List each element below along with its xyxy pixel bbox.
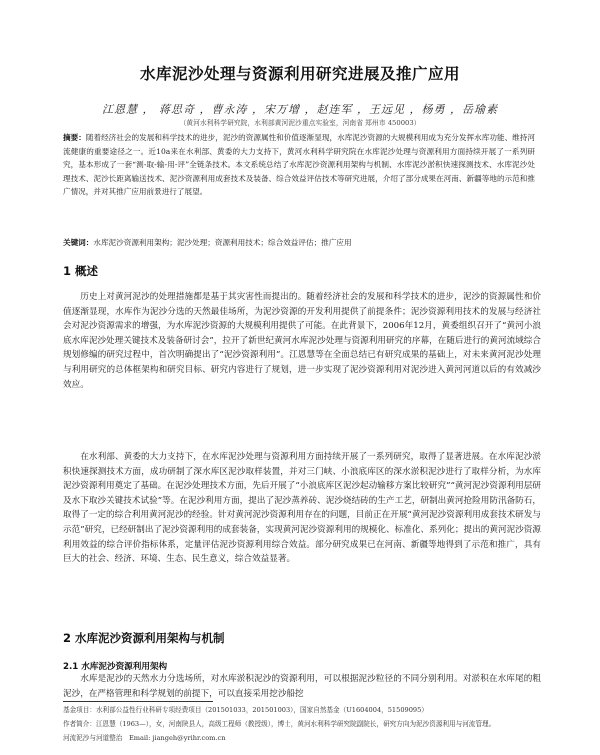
footnote-email: Email: jiangeh@yrihr.com.cn <box>128 734 226 742</box>
section-2-1-heading: 2.1 水库泥沙资源利用架构 <box>63 662 168 672</box>
footnote-fund: 基金项目：水利部公益性行业科研专项经费项目（201501033，201501003），国家自然基金（U1604004，51509095） <box>63 706 428 714</box>
section-2-heading: 2 水库泥沙资源利用架构与机制 <box>63 631 225 645</box>
footnote-contact <box>63 733 543 743</box>
author-list: 江恩慧 ， 蒋思奇 ，曹永涛 ，宋万增 ，赵连军 ，王远见 ，杨勇 ，岳瑜素 <box>102 103 498 116</box>
abstract-text: 随着经济社会的发展和科学技术的进步，泥沙的资源属性和价值逐渐显现，水库泥沙资源的大规模利用成为充分发挥水库功能、维持河流健康的重要途径之一。近10a来在水利部、黄委的大力支持下，黄河水利科学研究院在水库泥沙处理与资源利用方面持续开展了一系列研究，基本形成了一套“测-取-输-用-评”全链条技术。本文系统总结了水库泥沙资源利用架构与机制、水库泥沙淤积快速探测技术、水库泥沙处理技术、泥沙长距离输送技术、泥沙资源利用成套技术及装备、综合效益评估技术等研究进展，介绍了部分成果在河南、新疆等地的示范和推广情况，并对其推广应用前景进行了展望。 <box>63 133 535 197</box>
keywords-text: 水库泥沙资源利用架构；泥沙处理；资源利用技术；综合效益评估；推广应用 <box>93 238 352 247</box>
section-1-heading: 1 概述 <box>63 264 99 278</box>
author-affiliation: （黄河水利科学研究院，水利部黄河泥沙重点实验室，河南省 郑州市 450003） <box>179 119 421 127</box>
footnote-author-info: 作者简介：江恩慧（1963—），女，河南陕县人，高级工程师（教授级），博士，黄河水利科学研究院副院长，研究方向为泥沙资源利用与河流管理。 <box>63 720 496 728</box>
section-1-paragraph-2: 在水利部、黄委的大力支持下，在水库泥沙处理与资源利用方面持续开展了一系列研究，取得了显著进展。在水库泥沙淤积快速探测技术方面，成功研制了深水库区泥沙取样装置，并对三门峡、小浪底库区的深水淤积泥沙进行了取样分析，为水库泥沙资源利用奠定了基础。在泥沙处理技术方面，先后开展了“小浪底库区泥沙起动输移方案比较研究”“黄河泥沙资源利用层研及水下取沙关键技术试验”等。在泥沙利用方面，提出了泥沙蒸养砖、泥沙烧结砖的生产工艺，研制出黄河抢险用防汛备防石，取得了一定的综合利用黄河泥沙的经验。针对黄河泥沙资源利用存在的问题，目前正在开展“黄河泥沙资源利用成套技术研发与示范”研究，已经研制出了泥沙资源利用的成套装备，实现黄河泥沙资源利用的规模化、标准化、系列化；提出的黄河泥沙资源利用效益的综合评价指标体系，定量评估泥沙资源利用综合效益。部分研究成果已在河南、新疆等地得到了示范和推广，具有巨大的社会、经济、环境、生态、民生意义，综合效益显著。 <box>63 452 541 565</box>
section-2-1-paragraph-1: 水库是泥沙的天然水力分选场所，对水库淤积泥沙的资源利用，可以根据泥沙粒径的不同分别利用。对淤积在水库尾的粗泥沙，在严格管理和科学规划的前提下，可以直接采用挖沙船挖 <box>63 674 541 699</box>
paper-title: 水库泥沙处理与资源利用研究进展及推广应用 <box>139 65 460 83</box>
section-1-paragraph-1: 历史上对黄河泥沙的处理措施都是基于其灾害性而提出的。随着经济社会的发展和科学技术的进步，泥沙的资源属性和价值逐渐显现，水库作为泥沙分选的天然最佳场所，为泥沙资源的开发利用提供了前提条件；泥沙资源利用技术的发展与经济社会对泥沙资源需求的增强，为水库泥沙资源的大规模利用提供了可能。在此背景下，2006年12月，黄委组织召开了“黄河小浪底水库泥沙处理关键技术及装备研讨会”，拉开了新世纪黄河水库泥沙处理与资源利用研究的序幕，在随后进行的黄河流域综合规划修编的研究过程中，首次明确提出了“泥沙资源利用”。江恩慧等在全面总结已有研究成果的基础上，对未来黄河泥沙处理与利用研究的总体框架构和研究目标、研究内容进行了规划，进一步实现了泥沙资源利用对泥沙进入黄河河道以后的有效减沙效应。 <box>63 292 541 390</box>
keywords-label: 关键词： <box>63 238 94 247</box>
keywords <box>63 237 535 249</box>
footnote-divider <box>63 701 213 702</box>
abstract-label: 摘要： <box>63 133 86 142</box>
abstract <box>63 131 535 199</box>
footnote-journal: 河流泥沙与河道整治 <box>63 734 123 742</box>
